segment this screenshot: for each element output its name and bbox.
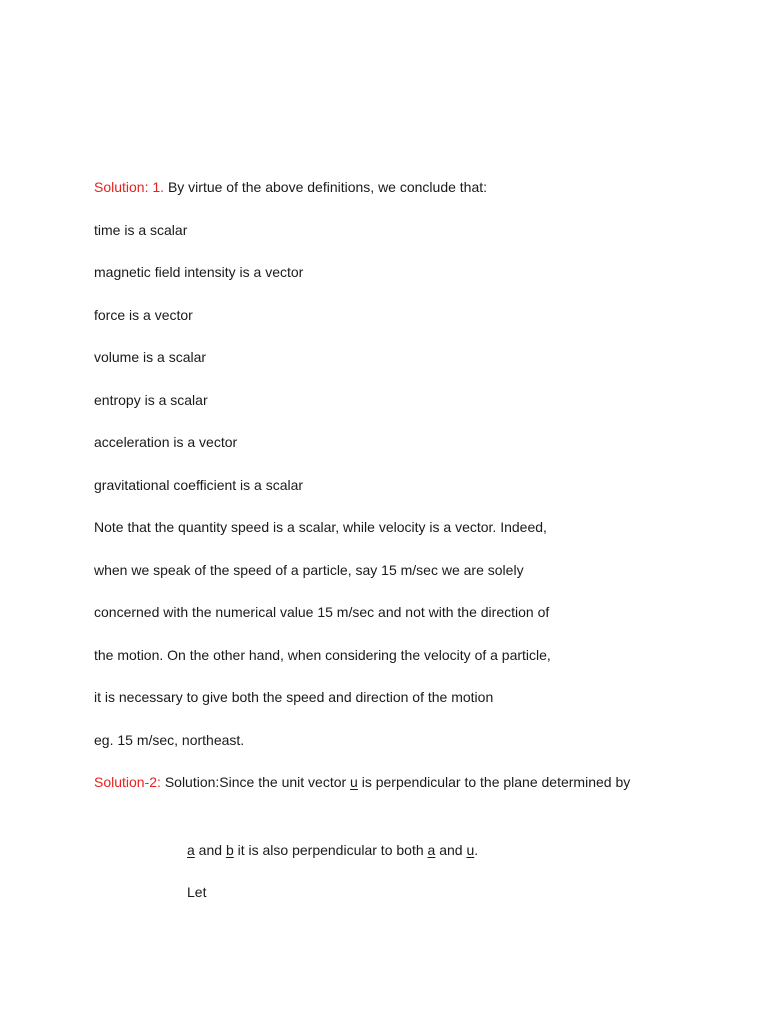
list-item: magnetic field intensity is a vector <box>94 264 304 280</box>
vector-a: a <box>187 842 195 858</box>
list-item: entropy is a scalar <box>94 392 208 408</box>
solution-1-intro-text: By virtue of the above definitions, we conclude that: <box>164 179 488 195</box>
conjunction: and <box>435 842 467 858</box>
solution-2-line-2 <box>187 841 478 859</box>
vector-u: u <box>350 774 358 790</box>
vector-u: u <box>466 842 475 858</box>
conjunction: and <box>194 842 226 858</box>
list-item: acceleration is a vector <box>94 434 238 450</box>
list-item: gravitational coefficient is a scalar <box>94 477 304 493</box>
note-line: eg. 15 m/sec, northeast. <box>94 732 245 748</box>
solution-2-text-before: Solution:Since the unit vector <box>160 774 351 790</box>
note-line: Note that the quantity speed is a scalar, while velocity is a vector. Indeed, <box>94 519 547 535</box>
note-line: concerned with the numerical value 15 m/sec and not with the direction of <box>94 604 550 620</box>
note-line: the motion. On the other hand, when considering the velocity of a particle, <box>94 647 551 663</box>
solution-1-intro <box>94 178 487 196</box>
list-item: force is a vector <box>94 307 193 323</box>
note-line: it is necessary to give both the speed and direction of the motion <box>94 689 494 705</box>
let-line: Let <box>187 884 207 900</box>
vector-b: b <box>225 842 234 858</box>
solution-2-label: Solution-2: <box>94 774 161 790</box>
note-line: when we speak of the speed of a particle, say 15 m/sec we are solely <box>94 562 524 578</box>
solution-2-text-after: is perpendicular to the plane determined by <box>357 774 631 790</box>
solution-1-label: Solution: 1. <box>94 179 165 195</box>
list-item: volume is a scalar <box>94 349 207 365</box>
solution-2-intro <box>94 770 674 794</box>
sentence-end: . <box>474 842 479 858</box>
vector-a: a <box>427 842 436 858</box>
list-item: time is a scalar <box>94 222 188 238</box>
sentence-middle: it is also perpendicular to both <box>233 842 428 858</box>
